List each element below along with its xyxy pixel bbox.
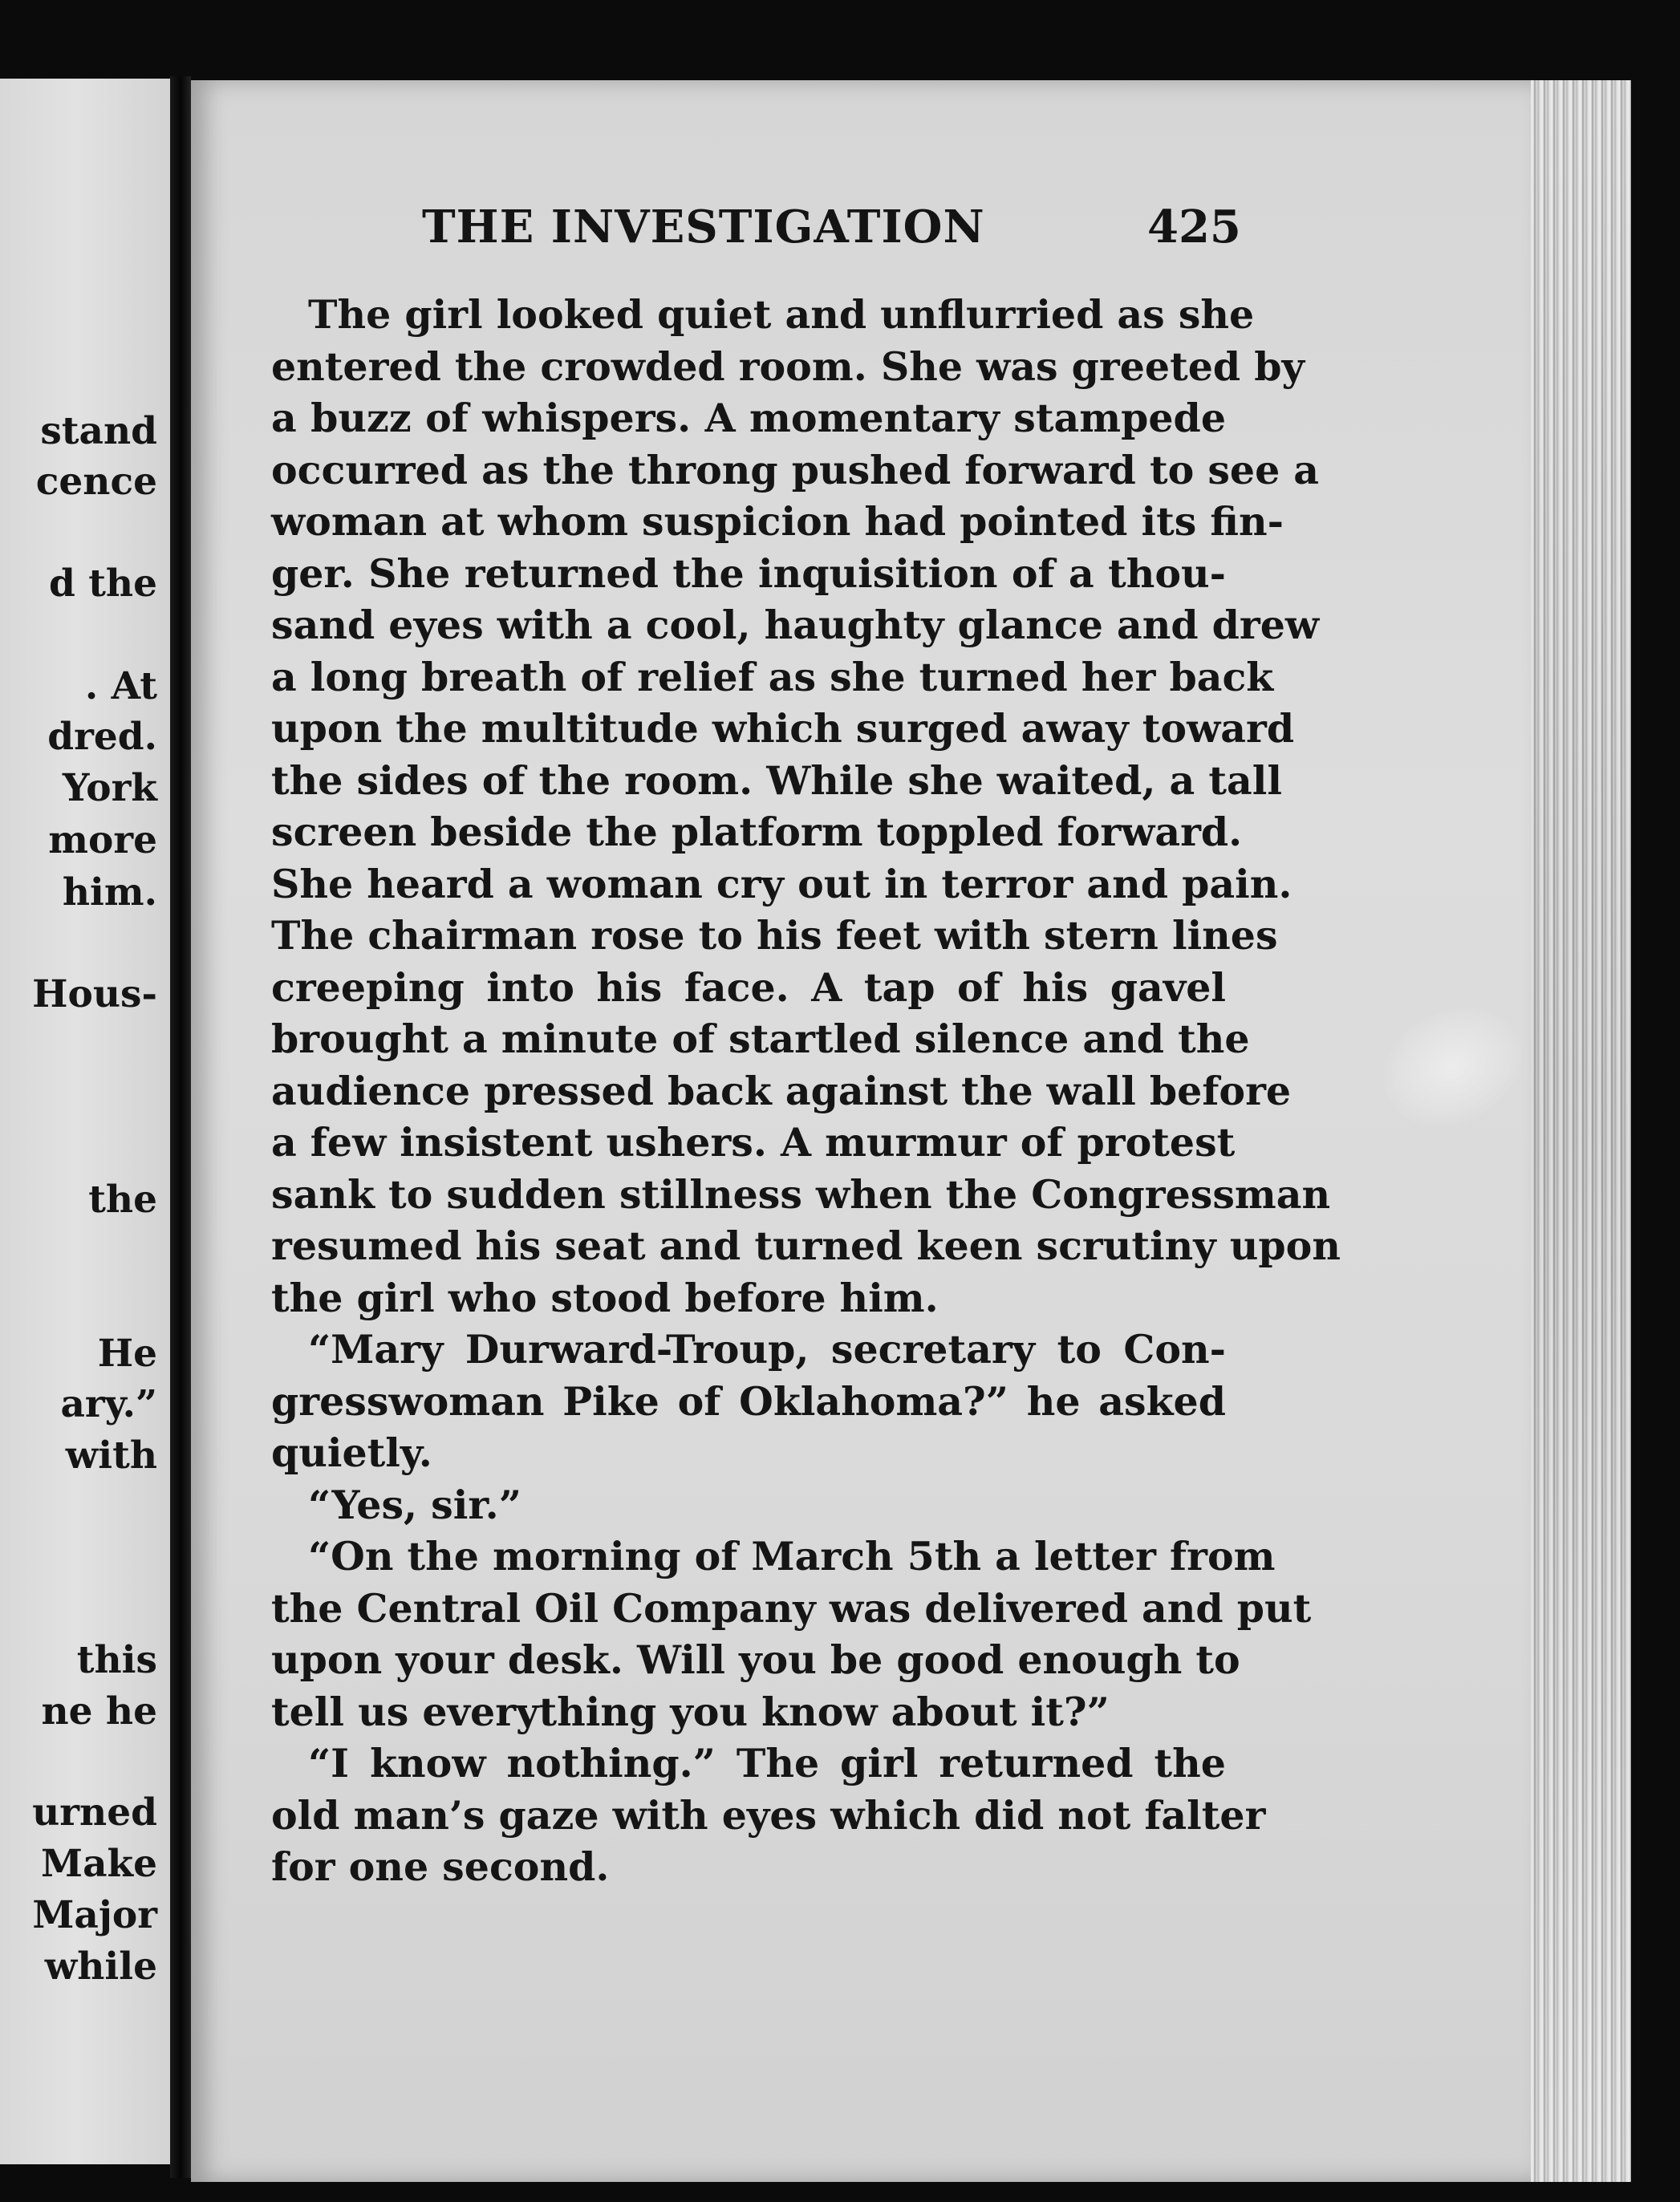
text-line: The chairman rose to his feet with stern lines <box>271 912 1278 959</box>
text-line: the girl who stood before him. <box>271 1274 939 1321</box>
text-line: woman at whom suspicion had pointed its fin- <box>271 498 1284 545</box>
left-line: Major <box>32 1893 157 1937</box>
page-number: 425 <box>1147 201 1241 253</box>
left-line: York <box>62 766 157 810</box>
left-line: cence <box>35 460 157 504</box>
text-line: a few insistent ushers. A murmur of protest <box>271 1119 1236 1166</box>
left-line: Hous- <box>32 972 157 1016</box>
left-line: ne he <box>41 1689 157 1734</box>
text-line: “On the morning of March 5th a letter from <box>308 1533 1276 1580</box>
text-line: resumed his seat and turned keen scrutiny upon <box>271 1223 1341 1269</box>
left-line: more <box>48 818 157 862</box>
left-line: the <box>88 1178 157 1222</box>
text-line: upon your desk. Will you be good enough to <box>271 1636 1240 1683</box>
left-line: ary.” <box>60 1382 157 1426</box>
text-line: a buzz of whispers. A momentary stampede <box>271 395 1226 441</box>
text-line: gresswoman Pike of Oklahoma?” he asked <box>271 1377 1226 1425</box>
left-line: him. <box>62 870 157 914</box>
text-line: ger. She returned the inquisition of a thou- <box>271 549 1226 597</box>
text-line: sank to sudden stillness when the Congressman <box>271 1170 1331 1218</box>
text-line: creeping into his face. A tap of his gavel <box>271 963 1226 1011</box>
left-line: He <box>97 1332 157 1376</box>
text-line: brought a minute of startled silence and the <box>271 1016 1250 1062</box>
page-edge-stack <box>1531 80 1631 2182</box>
text-line: The girl looked quiet and unflurried as she <box>308 291 1255 338</box>
left-line: urned <box>32 1790 157 1835</box>
left-line: stand <box>40 409 157 453</box>
text-line: occurred as the throng pushed forward to see a <box>271 446 1320 493</box>
left-line: with <box>65 1434 157 1478</box>
text-line: for one second. <box>271 1843 610 1890</box>
text-line: sand eyes with a cool, haughty glance and drew <box>271 602 1320 648</box>
left-line: Make <box>41 1842 157 1886</box>
text-line: screen beside the platform toppled forward. <box>271 809 1243 855</box>
text-line: audience pressed back against the wall before <box>271 1067 1292 1114</box>
text-line: “I know nothing.” The girl returned the <box>308 1740 1226 1786</box>
text-line: “Yes, sir.” <box>308 1481 521 1528</box>
text-line: old man’s gaze with eyes which did not falter <box>271 1791 1266 1839</box>
text-line: upon the multitude which surged away toward <box>271 705 1295 752</box>
text-line: She heard a woman cry out in terror and pain. <box>271 860 1292 907</box>
left-page <box>0 79 170 2164</box>
text-line: entered the crowded room. She was greeted by <box>271 343 1305 390</box>
left-line: dred. <box>47 715 157 759</box>
text-line: a long breath of relief as she turned her back <box>271 653 1274 700</box>
left-line: d the <box>48 562 157 606</box>
page-body-text <box>271 289 1341 1949</box>
text-line: “Mary Durward-Troup, secretary to Con- <box>308 1326 1226 1373</box>
text-line: the Central Oil Company was delivered and put <box>271 1584 1312 1632</box>
text-line: tell us everything you know about it?” <box>271 1688 1110 1735</box>
left-line: . At <box>84 664 157 708</box>
book-gutter <box>170 76 191 2178</box>
left-line: this <box>76 1638 157 1682</box>
text-line: quietly. <box>271 1429 432 1476</box>
left-line: while <box>44 1944 157 1989</box>
left-page-text <box>0 408 170 2012</box>
text-line: the sides of the room. While she waited, a tall <box>271 756 1282 804</box>
running-head: THE INVESTIGATION <box>422 201 985 253</box>
